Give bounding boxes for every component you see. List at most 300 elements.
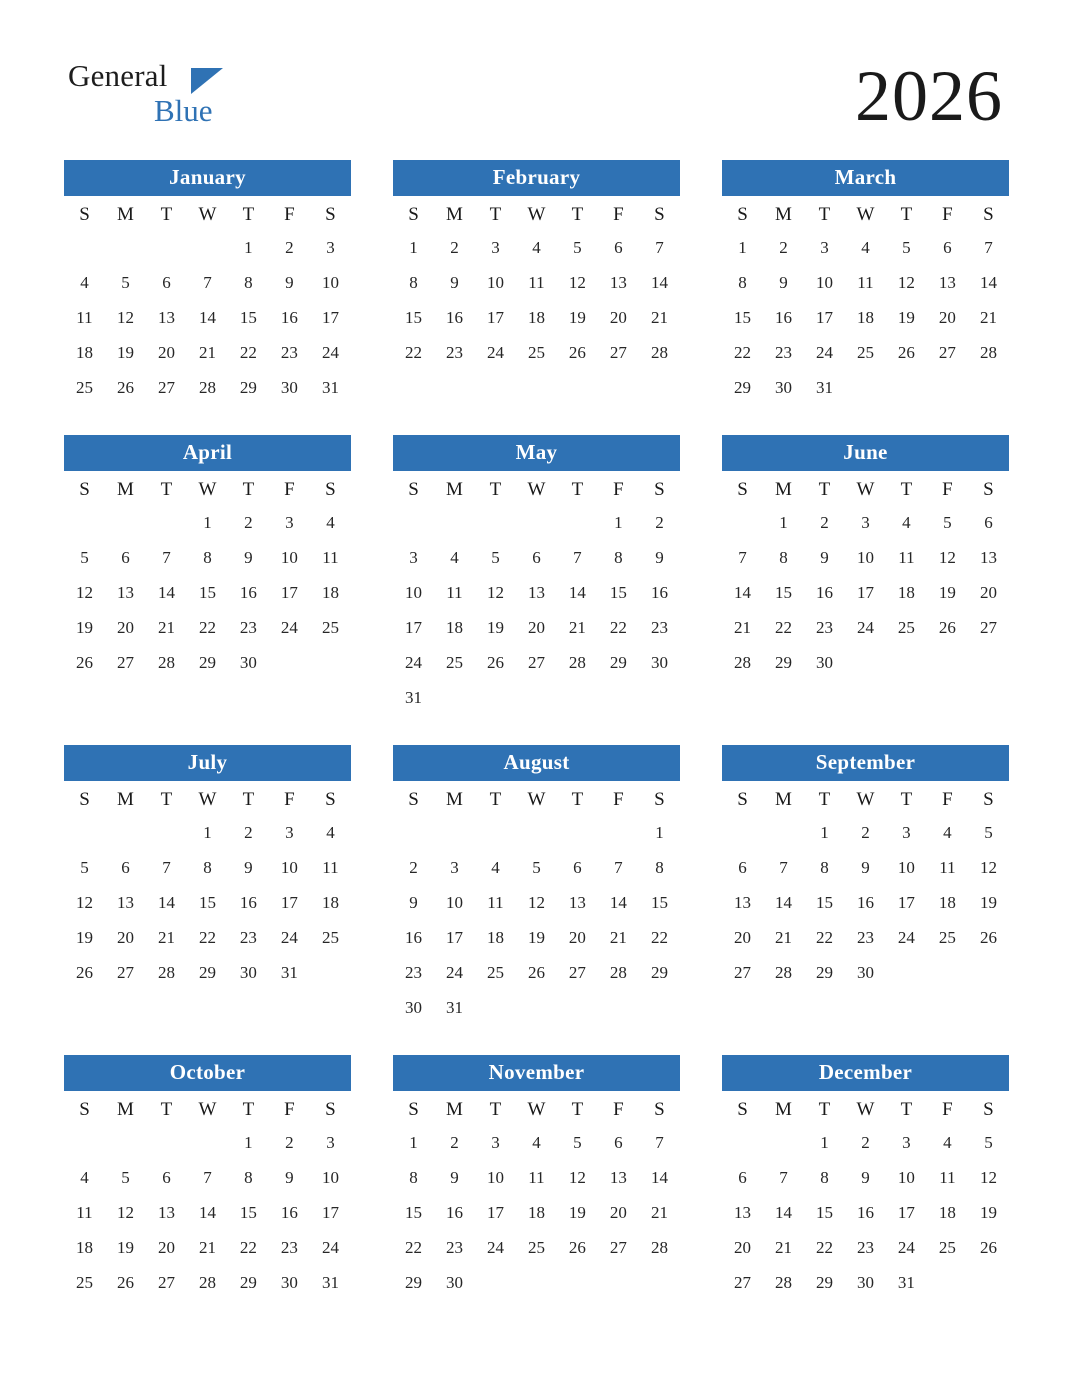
day-cell[interactable]: 20	[157, 343, 175, 362]
day-cell[interactable]: 13	[733, 1203, 751, 1222]
day-cell[interactable]: 6	[614, 238, 623, 257]
day-cell[interactable]: 17	[897, 1203, 915, 1222]
day-cell[interactable]: 14	[979, 273, 997, 292]
day-cell[interactable]: 25	[486, 963, 504, 982]
day-cell[interactable]: 24	[404, 653, 422, 672]
day-cell[interactable]: 14	[650, 273, 668, 292]
day-cell[interactable]: 12	[116, 1203, 134, 1222]
day-cell[interactable]: 6	[121, 858, 130, 877]
day-cell[interactable]: 25	[938, 928, 956, 947]
day-cell[interactable]: 20	[979, 583, 997, 602]
day-cell[interactable]: 15	[815, 1203, 833, 1222]
day-cell[interactable]: 22	[609, 618, 627, 637]
day-cell[interactable]: 23	[856, 1238, 874, 1257]
day-cell[interactable]: 23	[280, 343, 298, 362]
day-cell[interactable]: 26	[75, 653, 93, 672]
day-cell[interactable]: 17	[445, 928, 463, 947]
day-cell[interactable]: 13	[609, 273, 627, 292]
day-cell[interactable]: 23	[774, 343, 792, 362]
day-cell[interactable]: 13	[979, 548, 997, 567]
day-cell[interactable]: 5	[121, 273, 130, 292]
day-cell[interactable]: 31	[445, 998, 463, 1017]
day-cell[interactable]: 11	[322, 548, 339, 567]
day-cell[interactable]: 3	[491, 1133, 500, 1152]
day-cell[interactable]: 3	[409, 548, 418, 567]
day-cell[interactable]: 6	[162, 1168, 171, 1187]
day-cell[interactable]: 27	[733, 963, 751, 982]
day-cell[interactable]: 18	[75, 1238, 93, 1257]
day-cell[interactable]: 7	[573, 548, 582, 567]
day-cell[interactable]: 16	[815, 583, 833, 602]
day-cell[interactable]: 28	[157, 963, 175, 982]
day-cell[interactable]: 23	[445, 343, 463, 362]
day-cell[interactable]: 13	[733, 893, 751, 912]
day-cell[interactable]: 28	[979, 343, 997, 362]
day-cell[interactable]: 1	[614, 513, 623, 532]
day-cell[interactable]: 12	[486, 583, 504, 602]
day-cell[interactable]: 1	[655, 823, 664, 842]
day-cell[interactable]: 29	[198, 653, 216, 672]
day-cell[interactable]: 24	[445, 963, 463, 982]
day-cell[interactable]: 13	[157, 308, 175, 327]
day-cell[interactable]: 24	[280, 928, 298, 947]
day-cell[interactable]: 25	[527, 1238, 545, 1257]
day-cell[interactable]: 19	[486, 618, 504, 637]
day-cell[interactable]: 15	[733, 308, 751, 327]
day-cell[interactable]: 14	[650, 1168, 668, 1187]
day-cell[interactable]: 7	[655, 238, 664, 257]
day-cell[interactable]: 6	[162, 273, 171, 292]
day-cell[interactable]: 25	[75, 378, 93, 397]
day-cell[interactable]: 21	[157, 928, 175, 947]
day-cell[interactable]: 20	[733, 928, 751, 947]
day-cell[interactable]: 8	[203, 858, 212, 877]
day-cell[interactable]: 11	[857, 273, 874, 292]
day-cell[interactable]: 27	[568, 963, 586, 982]
day-cell[interactable]: 19	[527, 928, 545, 947]
day-cell[interactable]: 30	[239, 653, 257, 672]
day-cell[interactable]: 2	[779, 238, 788, 257]
day-cell[interactable]: 25	[938, 1238, 956, 1257]
day-cell[interactable]: 20	[938, 308, 956, 327]
day-cell[interactable]: 30	[774, 378, 792, 397]
day-cell[interactable]: 28	[609, 963, 627, 982]
day-cell[interactable]: 7	[779, 858, 788, 877]
day-cell[interactable]: 14	[157, 583, 175, 602]
day-cell[interactable]: 16	[856, 1203, 874, 1222]
day-cell[interactable]: 29	[239, 1273, 257, 1292]
day-cell[interactable]: 2	[450, 1133, 459, 1152]
day-cell[interactable]: 24	[321, 343, 339, 362]
day-cell[interactable]: 1	[820, 1133, 829, 1152]
day-cell[interactable]: 15	[239, 1203, 257, 1222]
day-cell[interactable]: 26	[938, 618, 956, 637]
day-cell[interactable]: 22	[774, 618, 792, 637]
day-cell[interactable]: 1	[203, 823, 212, 842]
day-cell[interactable]: 3	[450, 858, 459, 877]
day-cell[interactable]: 20	[157, 1238, 175, 1257]
day-cell[interactable]: 25	[321, 618, 339, 637]
day-cell[interactable]: 8	[409, 1168, 418, 1187]
day-cell[interactable]: 7	[203, 273, 212, 292]
day-cell[interactable]: 26	[527, 963, 545, 982]
day-cell[interactable]: 24	[321, 1238, 339, 1257]
day-cell[interactable]: 9	[655, 548, 664, 567]
day-cell[interactable]: 30	[445, 1273, 463, 1292]
day-cell[interactable]: 17	[280, 893, 298, 912]
day-cell[interactable]: 30	[650, 653, 668, 672]
day-cell[interactable]: 21	[650, 1203, 668, 1222]
day-cell[interactable]: 18	[938, 1203, 956, 1222]
day-cell[interactable]: 2	[244, 513, 253, 532]
day-cell[interactable]: 28	[774, 963, 792, 982]
day-cell[interactable]: 13	[116, 893, 134, 912]
day-cell[interactable]: 25	[75, 1273, 93, 1292]
day-cell[interactable]: 14	[157, 893, 175, 912]
day-cell[interactable]: 9	[861, 1168, 870, 1187]
day-cell[interactable]: 23	[815, 618, 833, 637]
day-cell[interactable]: 27	[733, 1273, 751, 1292]
day-cell[interactable]: 25	[897, 618, 915, 637]
day-cell[interactable]: 27	[116, 653, 134, 672]
day-cell[interactable]: 26	[979, 928, 997, 947]
day-cell[interactable]: 9	[244, 548, 253, 567]
day-cell[interactable]: 27	[609, 343, 627, 362]
day-cell[interactable]: 28	[774, 1273, 792, 1292]
day-cell[interactable]: 30	[856, 1273, 874, 1292]
day-cell[interactable]: 21	[198, 343, 216, 362]
day-cell[interactable]: 6	[984, 513, 993, 532]
day-cell[interactable]: 15	[815, 893, 833, 912]
day-cell[interactable]: 22	[239, 1238, 257, 1257]
day-cell[interactable]: 7	[614, 858, 623, 877]
day-cell[interactable]: 11	[939, 858, 956, 877]
day-cell[interactable]: 30	[856, 963, 874, 982]
day-cell[interactable]: 21	[774, 1238, 792, 1257]
day-cell[interactable]: 13	[568, 893, 586, 912]
day-cell[interactable]: 17	[856, 583, 874, 602]
day-cell[interactable]: 2	[861, 823, 870, 842]
day-cell[interactable]: 21	[609, 928, 627, 947]
day-cell[interactable]: 5	[943, 513, 952, 532]
day-cell[interactable]: 8	[820, 1168, 829, 1187]
day-cell[interactable]: 12	[75, 893, 93, 912]
day-cell[interactable]: 31	[280, 963, 298, 982]
day-cell[interactable]: 24	[856, 618, 874, 637]
day-cell[interactable]: 23	[239, 928, 257, 947]
day-cell[interactable]: 14	[774, 893, 792, 912]
day-cell[interactable]: 20	[733, 1238, 751, 1257]
day-cell[interactable]: 18	[75, 343, 93, 362]
day-cell[interactable]: 12	[527, 893, 545, 912]
day-cell[interactable]: 10	[321, 1168, 339, 1187]
day-cell[interactable]: 11	[446, 583, 463, 602]
day-cell[interactable]: 29	[774, 653, 792, 672]
day-cell[interactable]: 8	[820, 858, 829, 877]
day-cell[interactable]: 29	[239, 378, 257, 397]
day-cell[interactable]: 29	[815, 963, 833, 982]
day-cell[interactable]: 24	[897, 1238, 915, 1257]
day-cell[interactable]: 11	[322, 858, 339, 877]
day-cell[interactable]: 19	[897, 308, 915, 327]
day-cell[interactable]: 16	[404, 928, 422, 947]
day-cell[interactable]: 19	[75, 928, 93, 947]
day-cell[interactable]: 26	[116, 1273, 134, 1292]
day-cell[interactable]: 9	[285, 273, 294, 292]
day-cell[interactable]: 14	[774, 1203, 792, 1222]
day-cell[interactable]: 10	[856, 548, 874, 567]
day-cell[interactable]: 18	[445, 618, 463, 637]
day-cell[interactable]: 20	[116, 928, 134, 947]
day-cell[interactable]: 15	[404, 308, 422, 327]
day-cell[interactable]: 29	[198, 963, 216, 982]
day-cell[interactable]: 31	[897, 1273, 915, 1292]
day-cell[interactable]: 22	[239, 343, 257, 362]
day-cell[interactable]: 8	[409, 273, 418, 292]
day-cell[interactable]: 5	[80, 548, 89, 567]
day-cell[interactable]: 5	[532, 858, 541, 877]
day-cell[interactable]: 13	[116, 583, 134, 602]
day-cell[interactable]: 24	[815, 343, 833, 362]
day-cell[interactable]: 4	[532, 1133, 541, 1152]
day-cell[interactable]: 13	[938, 273, 956, 292]
day-cell[interactable]: 18	[527, 1203, 545, 1222]
day-cell[interactable]: 16	[280, 308, 298, 327]
day-cell[interactable]: 22	[404, 1238, 422, 1257]
day-cell[interactable]: 13	[609, 1168, 627, 1187]
day-cell[interactable]: 3	[285, 823, 294, 842]
day-cell[interactable]: 29	[404, 1273, 422, 1292]
day-cell[interactable]: 28	[650, 343, 668, 362]
day-cell[interactable]: 30	[280, 378, 298, 397]
day-cell[interactable]: 8	[244, 273, 253, 292]
day-cell[interactable]: 25	[856, 343, 874, 362]
day-cell[interactable]: 7	[162, 858, 171, 877]
day-cell[interactable]: 1	[203, 513, 212, 532]
day-cell[interactable]: 14	[733, 583, 751, 602]
day-cell[interactable]: 29	[650, 963, 668, 982]
day-cell[interactable]: 3	[285, 513, 294, 532]
day-cell[interactable]: 4	[326, 513, 335, 532]
day-cell[interactable]: 21	[733, 618, 751, 637]
day-cell[interactable]: 9	[861, 858, 870, 877]
day-cell[interactable]: 12	[568, 273, 586, 292]
day-cell[interactable]: 29	[815, 1273, 833, 1292]
day-cell[interactable]: 15	[198, 893, 216, 912]
day-cell[interactable]: 28	[568, 653, 586, 672]
day-cell[interactable]: 2	[861, 1133, 870, 1152]
day-cell[interactable]: 17	[486, 308, 504, 327]
day-cell[interactable]: 16	[650, 583, 668, 602]
day-cell[interactable]: 5	[902, 238, 911, 257]
day-cell[interactable]: 22	[198, 928, 216, 947]
day-cell[interactable]: 10	[815, 273, 833, 292]
day-cell[interactable]: 3	[902, 823, 911, 842]
day-cell[interactable]: 4	[532, 238, 541, 257]
day-cell[interactable]: 19	[75, 618, 93, 637]
day-cell[interactable]: 16	[856, 893, 874, 912]
day-cell[interactable]: 23	[239, 618, 257, 637]
day-cell[interactable]: 17	[897, 893, 915, 912]
day-cell[interactable]: 18	[321, 583, 339, 602]
day-cell[interactable]: 14	[609, 893, 627, 912]
day-cell[interactable]: 18	[486, 928, 504, 947]
day-cell[interactable]: 26	[979, 1238, 997, 1257]
day-cell[interactable]: 10	[404, 583, 422, 602]
day-cell[interactable]: 19	[116, 343, 134, 362]
day-cell[interactable]: 9	[450, 273, 459, 292]
day-cell[interactable]: 12	[979, 858, 997, 877]
day-cell[interactable]: 30	[239, 963, 257, 982]
day-cell[interactable]: 3	[902, 1133, 911, 1152]
day-cell[interactable]: 21	[198, 1238, 216, 1257]
day-cell[interactable]: 7	[655, 1133, 664, 1152]
day-cell[interactable]: 1	[244, 238, 253, 257]
day-cell[interactable]: 20	[609, 1203, 627, 1222]
day-cell[interactable]: 20	[568, 928, 586, 947]
day-cell[interactable]: 7	[203, 1168, 212, 1187]
day-cell[interactable]: 4	[326, 823, 335, 842]
day-cell[interactable]: 12	[568, 1168, 586, 1187]
day-cell[interactable]: 11	[487, 893, 504, 912]
day-cell[interactable]: 19	[116, 1238, 134, 1257]
day-cell[interactable]: 10	[280, 548, 298, 567]
day-cell[interactable]: 8	[738, 273, 747, 292]
day-cell[interactable]: 16	[239, 893, 257, 912]
day-cell[interactable]: 22	[815, 928, 833, 947]
day-cell[interactable]: 10	[486, 273, 504, 292]
day-cell[interactable]: 5	[573, 238, 582, 257]
day-cell[interactable]: 31	[321, 378, 339, 397]
day-cell[interactable]: 17	[404, 618, 422, 637]
day-cell[interactable]: 21	[568, 618, 586, 637]
day-cell[interactable]: 4	[80, 1168, 89, 1187]
day-cell[interactable]: 27	[609, 1238, 627, 1257]
day-cell[interactable]: 14	[568, 583, 586, 602]
day-cell[interactable]: 21	[650, 308, 668, 327]
day-cell[interactable]: 17	[321, 1203, 339, 1222]
day-cell[interactable]: 23	[856, 928, 874, 947]
day-cell[interactable]: 10	[897, 1168, 915, 1187]
day-cell[interactable]: 18	[321, 893, 339, 912]
day-cell[interactable]: 30	[404, 998, 422, 1017]
day-cell[interactable]: 18	[897, 583, 915, 602]
day-cell[interactable]: 26	[568, 343, 586, 362]
day-cell[interactable]: 26	[897, 343, 915, 362]
day-cell[interactable]: 30	[280, 1273, 298, 1292]
day-cell[interactable]: 6	[573, 858, 582, 877]
day-cell[interactable]: 14	[198, 1203, 216, 1222]
day-cell[interactable]: 6	[943, 238, 952, 257]
day-cell[interactable]: 10	[486, 1168, 504, 1187]
day-cell[interactable]: 11	[898, 548, 915, 567]
day-cell[interactable]: 8	[614, 548, 623, 567]
day-cell[interactable]: 2	[655, 513, 664, 532]
day-cell[interactable]: 3	[491, 238, 500, 257]
day-cell[interactable]: 16	[280, 1203, 298, 1222]
day-cell[interactable]: 2	[285, 238, 294, 257]
day-cell[interactable]: 9	[285, 1168, 294, 1187]
day-cell[interactable]: 9	[820, 548, 829, 567]
day-cell[interactable]: 11	[528, 1168, 545, 1187]
day-cell[interactable]: 8	[779, 548, 788, 567]
day-cell[interactable]: 15	[609, 583, 627, 602]
day-cell[interactable]: 20	[116, 618, 134, 637]
day-cell[interactable]: 15	[404, 1203, 422, 1222]
day-cell[interactable]: 27	[157, 378, 175, 397]
day-cell[interactable]: 21	[979, 308, 997, 327]
day-cell[interactable]: 13	[527, 583, 545, 602]
day-cell[interactable]: 6	[121, 548, 130, 567]
day-cell[interactable]: 16	[445, 1203, 463, 1222]
day-cell[interactable]: 22	[198, 618, 216, 637]
day-cell[interactable]: 3	[820, 238, 829, 257]
day-cell[interactable]: 19	[568, 308, 586, 327]
day-cell[interactable]: 23	[280, 1238, 298, 1257]
day-cell[interactable]: 3	[861, 513, 870, 532]
day-cell[interactable]: 7	[984, 238, 993, 257]
day-cell[interactable]: 24	[486, 343, 504, 362]
day-cell[interactable]: 4	[450, 548, 459, 567]
day-cell[interactable]: 24	[486, 1238, 504, 1257]
day-cell[interactable]: 5	[491, 548, 500, 567]
day-cell[interactable]: 12	[897, 273, 915, 292]
day-cell[interactable]: 27	[116, 963, 134, 982]
day-cell[interactable]: 12	[979, 1168, 997, 1187]
day-cell[interactable]: 2	[285, 1133, 294, 1152]
day-cell[interactable]: 4	[80, 273, 89, 292]
day-cell[interactable]: 15	[198, 583, 216, 602]
day-cell[interactable]: 5	[573, 1133, 582, 1152]
day-cell[interactable]: 2	[409, 858, 418, 877]
day-cell[interactable]: 10	[280, 858, 298, 877]
day-cell[interactable]: 7	[738, 548, 747, 567]
day-cell[interactable]: 18	[856, 308, 874, 327]
day-cell[interactable]: 31	[321, 1273, 339, 1292]
day-cell[interactable]: 29	[609, 653, 627, 672]
day-cell[interactable]: 25	[527, 343, 545, 362]
day-cell[interactable]: 23	[404, 963, 422, 982]
day-cell[interactable]: 3	[326, 1133, 335, 1152]
day-cell[interactable]: 20	[527, 618, 545, 637]
day-cell[interactable]: 6	[738, 858, 747, 877]
day-cell[interactable]: 17	[486, 1203, 504, 1222]
day-cell[interactable]: 17	[815, 308, 833, 327]
day-cell[interactable]: 9	[409, 893, 418, 912]
day-cell[interactable]: 27	[979, 618, 997, 637]
day-cell[interactable]: 7	[162, 548, 171, 567]
day-cell[interactable]: 1	[738, 238, 747, 257]
day-cell[interactable]: 24	[280, 618, 298, 637]
day-cell[interactable]: 26	[486, 653, 504, 672]
day-cell[interactable]: 2	[820, 513, 829, 532]
day-cell[interactable]: 15	[650, 893, 668, 912]
day-cell[interactable]: 18	[527, 308, 545, 327]
day-cell[interactable]: 15	[774, 583, 792, 602]
day-cell[interactable]: 27	[527, 653, 545, 672]
day-cell[interactable]: 11	[76, 308, 93, 327]
day-cell[interactable]: 29	[733, 378, 751, 397]
day-cell[interactable]: 22	[404, 343, 422, 362]
day-cell[interactable]: 4	[491, 858, 500, 877]
day-cell[interactable]: 26	[568, 1238, 586, 1257]
day-cell[interactable]: 24	[897, 928, 915, 947]
day-cell[interactable]: 13	[157, 1203, 175, 1222]
day-cell[interactable]: 4	[943, 823, 952, 842]
day-cell[interactable]: 28	[198, 378, 216, 397]
day-cell[interactable]: 6	[532, 548, 541, 567]
day-cell[interactable]: 31	[815, 378, 833, 397]
